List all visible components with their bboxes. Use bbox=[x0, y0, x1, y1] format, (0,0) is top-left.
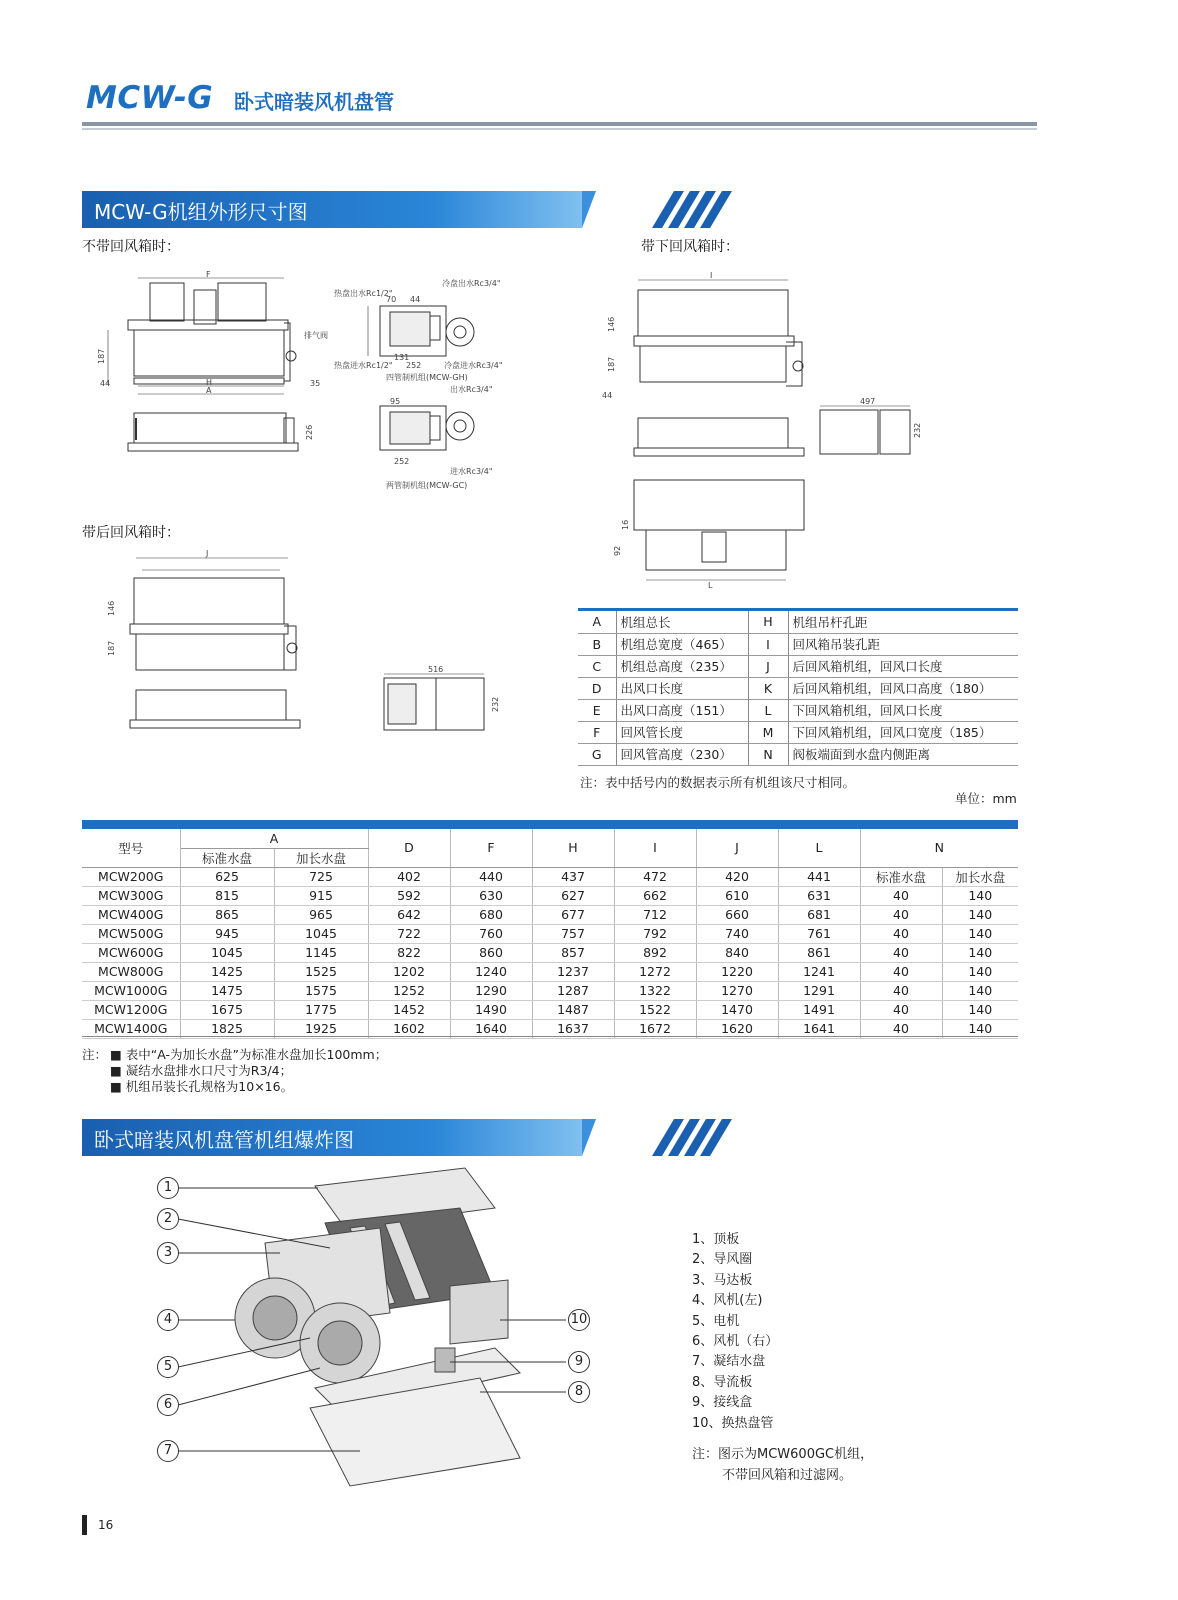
spec-value-cell: 40 bbox=[860, 905, 942, 924]
spec-note-2: ■ 凝结水盘排水口尺寸为R3/4； bbox=[110, 1063, 293, 1078]
th-model: 型号 bbox=[82, 829, 180, 867]
banner-stripes-2 bbox=[582, 1119, 732, 1156]
spec-value-cell: 140 bbox=[942, 924, 1018, 943]
th-L: L bbox=[778, 829, 860, 867]
th-A: A bbox=[180, 829, 368, 848]
spec-value-cell: 1425 bbox=[180, 962, 274, 981]
callout-3: 3 bbox=[157, 1242, 179, 1264]
legend-cell-v2: 机组吊杆孔距 bbox=[788, 611, 1018, 633]
spec-value-cell: 1602 bbox=[368, 1019, 450, 1038]
exploded-view bbox=[150, 1168, 600, 1488]
th-A2: 加长水盘 bbox=[274, 848, 368, 867]
legend-cell-v2: 下回风箱机组，回风口宽度（185） bbox=[788, 721, 1018, 743]
callout-10: 10 bbox=[568, 1309, 590, 1331]
callout-1: 1 bbox=[157, 1177, 179, 1199]
callout-9: 9 bbox=[568, 1351, 590, 1373]
dim-95: 95 bbox=[390, 397, 401, 406]
callout-7: 7 bbox=[157, 1440, 179, 1462]
dim-F: F bbox=[206, 270, 211, 279]
dim-187b: 187 bbox=[607, 356, 616, 372]
spec-value-cell: 761 bbox=[778, 924, 860, 943]
spec-value-cell: 441 bbox=[778, 867, 860, 886]
label-out: 出水Rc3/4" bbox=[450, 385, 493, 394]
label-gh: 四管制机组(MCW-GH) bbox=[386, 373, 468, 382]
legend-cell-k1: B bbox=[578, 633, 616, 655]
legend-cell-v1: 机组总高度（235） bbox=[616, 655, 748, 677]
spec-value-cell: 440 bbox=[450, 867, 532, 886]
exploded-note-1: 注：图示为MCW600GC机组， bbox=[692, 1447, 874, 1462]
legend-row bbox=[578, 743, 1018, 765]
spec-value-cell: 1637 bbox=[532, 1019, 614, 1038]
dim-252: 252 bbox=[406, 361, 422, 370]
legend-cell-k1: A bbox=[578, 611, 616, 633]
dim-35: 35 bbox=[310, 379, 321, 388]
label-bottom-return-box: 带下回风箱时： bbox=[641, 239, 739, 255]
spec-model-cell: MCW600G bbox=[82, 943, 180, 962]
spec-value-cell: 792 bbox=[614, 924, 696, 943]
legend-cell-k2: N bbox=[748, 743, 788, 765]
legend-cell-k1: D bbox=[578, 677, 616, 699]
spec-table bbox=[82, 829, 1018, 1039]
dim-44c: 44 bbox=[602, 391, 613, 400]
spec-bottom-rule bbox=[82, 1036, 1018, 1037]
dim-44b: 44 bbox=[410, 295, 421, 304]
legend-cell-k1: C bbox=[578, 655, 616, 677]
spec-value-cell: 757 bbox=[532, 924, 614, 943]
legend-cell-k2: L bbox=[748, 699, 788, 721]
parts-list-item: 5、电机 bbox=[692, 1313, 740, 1329]
spec-value-cell: 860 bbox=[450, 943, 532, 962]
legend-cell-k1: G bbox=[578, 743, 616, 765]
spec-value-cell: 625 bbox=[180, 867, 274, 886]
legend-cell-k2: J bbox=[748, 655, 788, 677]
spec-value-cell: 1452 bbox=[368, 1000, 450, 1019]
spec-value-cell: 760 bbox=[450, 924, 532, 943]
spec-value-cell: 472 bbox=[614, 867, 696, 886]
spec-value-cell: 945 bbox=[180, 924, 274, 943]
spec-value-cell: 1220 bbox=[696, 962, 778, 981]
spec-value-cell: 40 bbox=[860, 924, 942, 943]
spec-value-cell: 1672 bbox=[614, 1019, 696, 1038]
footer-bar bbox=[82, 1515, 87, 1535]
drawing-rear-box bbox=[98, 548, 518, 748]
spec-value-cell: 1641 bbox=[778, 1019, 860, 1038]
legend-cell-k1: E bbox=[578, 699, 616, 721]
legend-cell-k2: I bbox=[748, 633, 788, 655]
spec-value-cell: 677 bbox=[532, 905, 614, 924]
th-D: D bbox=[368, 829, 450, 867]
legend-cell-v2: 后回风箱机组，回风口长度 bbox=[788, 655, 1018, 677]
spec-value-cell: 140 bbox=[942, 905, 1018, 924]
spec-value-cell: 1290 bbox=[450, 981, 532, 1000]
callout-5: 5 bbox=[157, 1356, 179, 1378]
spec-value-cell: 1045 bbox=[180, 943, 274, 962]
legend-cell-v1: 机组总宽度（465） bbox=[616, 633, 748, 655]
parts-list-item: 8、导流板 bbox=[692, 1374, 753, 1390]
spec-value-cell: 1241 bbox=[778, 962, 860, 981]
th-N: N bbox=[860, 829, 1018, 867]
drawing-no-box-front bbox=[98, 268, 328, 483]
th-J: J bbox=[696, 829, 778, 867]
dim-146b: 146 bbox=[107, 600, 116, 616]
legend-cell-v2: 回风箱吊装孔距 bbox=[788, 633, 1018, 655]
spec-value-cell: 140 bbox=[942, 886, 1018, 905]
dim-252b: 252 bbox=[394, 457, 410, 466]
spec-row bbox=[82, 981, 1018, 1000]
section-banner-dimensions bbox=[82, 191, 652, 228]
spec-value-cell: 865 bbox=[180, 905, 274, 924]
drawing-bottom-box bbox=[598, 268, 928, 588]
spec-value-cell: 1045 bbox=[274, 924, 368, 943]
parts-list-item: 3、马达板 bbox=[692, 1272, 753, 1288]
parts-list-item: 1、顶板 bbox=[692, 1232, 740, 1247]
spec-value-cell: 1252 bbox=[368, 981, 450, 1000]
spec-value-cell: 1620 bbox=[696, 1019, 778, 1038]
spec-value-cell: 140 bbox=[942, 1000, 1018, 1019]
spec-value-cell: 915 bbox=[274, 886, 368, 905]
label-vent: 排气阀 bbox=[304, 331, 328, 340]
spec-value-cell: 1491 bbox=[778, 1000, 860, 1019]
spec-value-cell: 662 bbox=[614, 886, 696, 905]
spec-value-cell: 1202 bbox=[368, 962, 450, 981]
spec-value-cell: 140 bbox=[942, 943, 1018, 962]
callout-6: 6 bbox=[157, 1394, 179, 1416]
unit-label: 单位：mm bbox=[955, 791, 1017, 806]
spec-value-cell: 40 bbox=[860, 1000, 942, 1019]
spec-value-cell: 861 bbox=[778, 943, 860, 962]
header-rule bbox=[82, 122, 1037, 126]
spec-value-cell: 1575 bbox=[274, 981, 368, 1000]
exploded-note-2: 不带回风箱和过滤网。 bbox=[722, 1468, 853, 1483]
spec-value-cell: 1525 bbox=[274, 962, 368, 981]
spec-value-cell: 402 bbox=[368, 867, 450, 886]
spec-value-cell: 140 bbox=[942, 981, 1018, 1000]
spec-model-cell: MCW300G bbox=[82, 886, 180, 905]
dim-131: 131 bbox=[394, 353, 410, 362]
spec-row bbox=[82, 962, 1018, 981]
dim-232: 232 bbox=[913, 422, 922, 438]
spec-value-cell: 标准水盘 bbox=[860, 867, 942, 886]
dim-L: L bbox=[708, 581, 713, 590]
spec-value-cell: 1475 bbox=[180, 981, 274, 1000]
spec-value-cell: 1272 bbox=[614, 962, 696, 981]
dim-516: 516 bbox=[428, 665, 444, 674]
drawing-side-views bbox=[330, 276, 520, 496]
spec-value-cell: 1675 bbox=[180, 1000, 274, 1019]
spec-value-cell: 1925 bbox=[274, 1019, 368, 1038]
parts-list-item: 4、风机(左) bbox=[692, 1293, 763, 1309]
callout-8: 8 bbox=[568, 1381, 590, 1403]
legend-row bbox=[578, 611, 1018, 633]
spec-model-cell: MCW1200G bbox=[82, 1000, 180, 1019]
spec-model-cell: MCW500G bbox=[82, 924, 180, 943]
spec-value-cell: 840 bbox=[696, 943, 778, 962]
dim-J: J bbox=[206, 549, 209, 558]
page-number: 16 bbox=[98, 1518, 114, 1532]
dim-70: 70 bbox=[386, 295, 397, 304]
label-hot-in: 热盘进水Rc1/2" bbox=[334, 361, 393, 370]
dim-44: 44 bbox=[100, 379, 111, 388]
legend-cell-v1: 机组总长 bbox=[616, 611, 748, 633]
brand-title: MCW-G bbox=[86, 80, 214, 116]
spec-value-cell: 40 bbox=[860, 981, 942, 1000]
spec-value-cell: 815 bbox=[180, 886, 274, 905]
spec-note-3: ■ 机组吊装长孔规格为10×16。 bbox=[110, 1079, 294, 1094]
spec-value-cell: 1322 bbox=[614, 981, 696, 1000]
parts-list-item: 6、风机（右） bbox=[692, 1334, 779, 1350]
spec-value-cell: 610 bbox=[696, 886, 778, 905]
legend-cell-v1: 出风口长度 bbox=[616, 677, 748, 699]
spec-value-cell: 660 bbox=[696, 905, 778, 924]
dim-H: H bbox=[206, 378, 213, 387]
spec-value-cell: 437 bbox=[532, 867, 614, 886]
legend-cell-v2: 阀板端面到水盘内侧距离 bbox=[788, 743, 1018, 765]
spec-value-cell: 892 bbox=[614, 943, 696, 962]
legend-note: 注：表中括号内的数据表示所有机组该尺寸相同。 bbox=[580, 775, 856, 790]
spec-model-cell: MCW800G bbox=[82, 962, 180, 981]
spec-value-cell: 1522 bbox=[614, 1000, 696, 1019]
spec-value-cell: 631 bbox=[778, 886, 860, 905]
callout-2: 2 bbox=[157, 1208, 179, 1230]
label-cold-out: 冷盘出水Rc3/4" bbox=[442, 279, 501, 288]
dim-16: 16 bbox=[621, 519, 630, 530]
legend-row bbox=[578, 721, 1018, 743]
spec-model-cell: MCW1000G bbox=[82, 981, 180, 1000]
spec-row bbox=[82, 1000, 1018, 1019]
dim-92: 92 bbox=[613, 545, 622, 556]
dim-A: A bbox=[206, 386, 212, 395]
spec-topbar bbox=[82, 820, 1018, 829]
label-cold-in: 冷盘进水Rc3/4" bbox=[444, 361, 503, 370]
legend-cell-v1: 回风管长度 bbox=[616, 721, 748, 743]
spec-value-cell: 1237 bbox=[532, 962, 614, 981]
spec-model-cell: MCW400G bbox=[82, 905, 180, 924]
dim-I: I bbox=[710, 271, 713, 280]
spec-value-cell: 722 bbox=[368, 924, 450, 943]
spec-value-cell: 725 bbox=[274, 867, 368, 886]
banner-stripes bbox=[582, 191, 732, 228]
spec-row bbox=[82, 867, 1018, 886]
label-hot-out: 热盘出水Rc1/2" bbox=[334, 289, 393, 298]
spec-value-cell: 857 bbox=[532, 943, 614, 962]
spec-value-cell: 1487 bbox=[532, 1000, 614, 1019]
legend-row bbox=[578, 655, 1018, 677]
spec-row bbox=[82, 924, 1018, 943]
dim-146: 146 bbox=[607, 316, 616, 332]
spec-value-cell: 712 bbox=[614, 905, 696, 924]
parts-list-item: 9、接线盒 bbox=[692, 1395, 753, 1411]
spec-value-cell: 1490 bbox=[450, 1000, 532, 1019]
spec-value-cell: 1240 bbox=[450, 962, 532, 981]
spec-value-cell: 740 bbox=[696, 924, 778, 943]
header-rule-thin bbox=[82, 128, 1037, 130]
parts-list-item: 7、凝结水盘 bbox=[692, 1354, 766, 1370]
dim-497: 497 bbox=[860, 397, 876, 406]
spec-value-cell: 1287 bbox=[532, 981, 614, 1000]
legend-cell-k1: F bbox=[578, 721, 616, 743]
legend-cell-k2: H bbox=[748, 611, 788, 633]
section-title: MCW-G机组外形尺寸图 bbox=[94, 200, 308, 224]
th-H: H bbox=[532, 829, 614, 867]
spec-row bbox=[82, 886, 1018, 905]
spec-value-cell: 40 bbox=[860, 886, 942, 905]
parts-list-item: 2、导风圈 bbox=[692, 1252, 753, 1268]
spec-value-cell: 965 bbox=[274, 905, 368, 924]
label-in: 进水Rc3/4" bbox=[450, 467, 493, 476]
label-no-return-box: 不带回风箱时： bbox=[82, 239, 180, 255]
spec-note-1: ■ 表中“A-为加长水盘”为标准水盘加长100mm； bbox=[110, 1047, 388, 1062]
section-title-2: 卧式暗装风机盘管机组爆炸图 bbox=[94, 1128, 354, 1152]
spec-row bbox=[82, 943, 1018, 962]
spec-value-cell: 1775 bbox=[274, 1000, 368, 1019]
legend-row bbox=[578, 677, 1018, 699]
spec-value-cell: 40 bbox=[860, 1019, 942, 1038]
spec-model-cell: MCW200G bbox=[82, 867, 180, 886]
legend-cell-v2: 下回风箱机组，回风口长度 bbox=[788, 699, 1018, 721]
spec-value-cell: 40 bbox=[860, 943, 942, 962]
spec-value-cell: 140 bbox=[942, 962, 1018, 981]
dim-226: 226 bbox=[305, 424, 314, 440]
spec-value-cell: 627 bbox=[532, 886, 614, 905]
spec-value-cell: 加长水盘 bbox=[942, 867, 1018, 886]
legend-table bbox=[578, 611, 1018, 766]
spec-value-cell: 822 bbox=[368, 943, 450, 962]
legend-cell-k2: M bbox=[748, 721, 788, 743]
spec-value-cell: 592 bbox=[368, 886, 450, 905]
label-rear-return-box: 带后回风箱时： bbox=[82, 525, 180, 541]
label-gc: 两管制机组(MCW-GC) bbox=[386, 481, 468, 490]
spec-value-cell: 420 bbox=[696, 867, 778, 886]
dim-232b: 232 bbox=[491, 696, 500, 712]
th-I: I bbox=[614, 829, 696, 867]
spec-value-cell: 680 bbox=[450, 905, 532, 924]
spec-value-cell: 681 bbox=[778, 905, 860, 924]
legend-cell-v1: 回风管高度（230） bbox=[616, 743, 748, 765]
legend-cell-k2: K bbox=[748, 677, 788, 699]
spec-value-cell: 630 bbox=[450, 886, 532, 905]
spec-note-prefix: 注： bbox=[82, 1047, 108, 1062]
spec-value-cell: 1640 bbox=[450, 1019, 532, 1038]
spec-value-cell: 1270 bbox=[696, 981, 778, 1000]
spec-value-cell: 40 bbox=[860, 962, 942, 981]
parts-list bbox=[692, 1230, 778, 1434]
th-A1: 标准水盘 bbox=[180, 848, 274, 867]
spec-row bbox=[82, 905, 1018, 924]
dim-187: 187 bbox=[97, 348, 106, 364]
page-title: 卧式暗装风机盘管 bbox=[234, 90, 394, 114]
th-F: F bbox=[450, 829, 532, 867]
spec-value-cell: 140 bbox=[942, 1019, 1018, 1038]
legend-row bbox=[578, 699, 1018, 721]
legend-cell-v2: 后回风箱机组，回风口高度（180） bbox=[788, 677, 1018, 699]
dim-187c: 187 bbox=[107, 640, 116, 656]
section-banner-exploded bbox=[82, 1119, 652, 1156]
spec-value-cell: 1291 bbox=[778, 981, 860, 1000]
spec-model-cell: MCW1400G bbox=[82, 1019, 180, 1038]
spec-value-cell: 1825 bbox=[180, 1019, 274, 1038]
callout-4: 4 bbox=[157, 1309, 179, 1331]
legend-cell-v1: 出风口高度（151） bbox=[616, 699, 748, 721]
spec-value-cell: 1145 bbox=[274, 943, 368, 962]
spec-value-cell: 642 bbox=[368, 905, 450, 924]
spec-value-cell: 1470 bbox=[696, 1000, 778, 1019]
parts-list-item: 10、换热盘管 bbox=[692, 1415, 774, 1431]
legend-row bbox=[578, 633, 1018, 655]
